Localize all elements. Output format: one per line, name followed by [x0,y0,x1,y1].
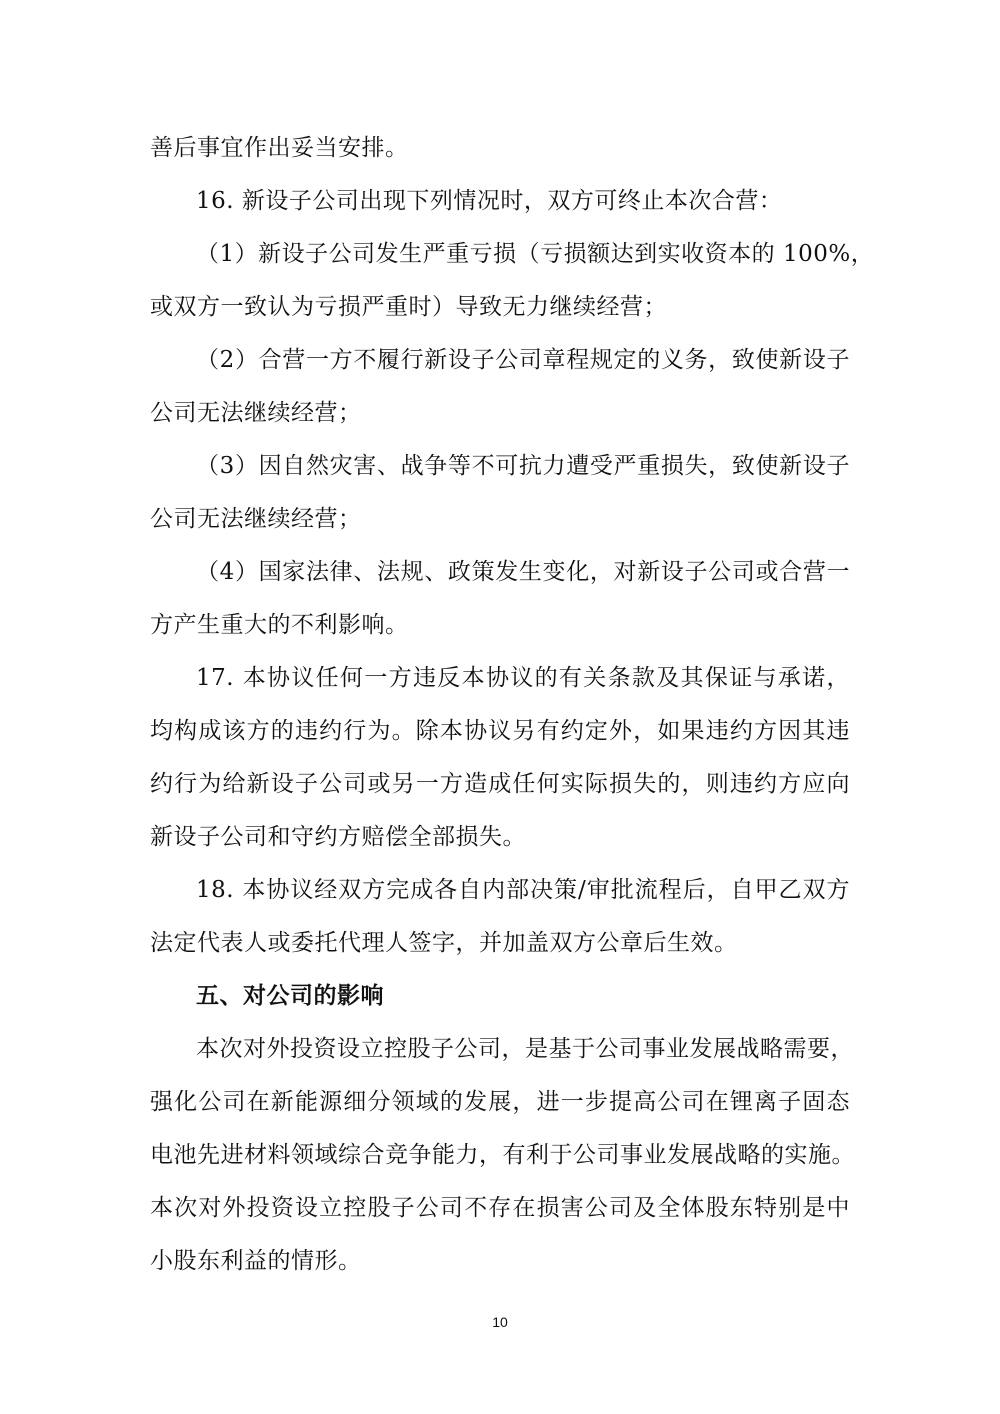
impact-paragraph-line-3: 电池先进材料领域综合竞争能力，有利于公司事业发展战略的实施。 [150,1142,855,1168]
clause-18-line-1: 18. 本协议经双方完成各自内部决策/审批流程后，自甲乙双方 [196,877,850,903]
clause-17-line-2: 均构成该方的违约行为。除本协议另有约定外，如果违约方因其违 [150,718,850,744]
impact-paragraph-line-5: 小股东利益的情形。 [150,1248,362,1274]
clause-16-item-1-line-1: （1）新设子公司发生严重亏损（亏损额达到实收资本的 100%， [196,241,875,267]
clause-16-item-3-line-1: （3）因自然灾害、战争等不可抗力遭受严重损失，致使新设子 [196,453,850,479]
page-number: 10 [492,1314,508,1330]
clause-18-line-2: 法定代表人或委托代理人签字，并加盖双方公章后生效。 [150,930,738,956]
clause-16-line: 16. 新设子公司出现下列情况时，双方可终止本次合营： [196,188,783,214]
clause-17-line-1: 17. 本协议任何一方违反本协议的有关条款及其保证与承诺， [196,665,850,691]
impact-paragraph-line-1: 本次对外投资设立控股子公司，是基于公司事业发展战略需要， [196,1036,854,1062]
clause-17-line-4: 新设子公司和守约方赔偿全部损失。 [150,824,526,850]
impact-paragraph-line-2: 强化公司在新能源细分领域的发展，进一步提高公司在锂离子固态 [150,1089,850,1115]
paragraph-continuation-line: 善后事宜作出妥当安排。 [150,135,409,161]
section-heading-impact: 五、对公司的影响 [196,983,384,1009]
clause-16-item-4-line-1: （4）国家法律、法规、政策发生变化，对新设子公司或合营一 [196,559,850,585]
clause-16-item-2-line-2: 公司无法继续经营； [150,400,362,426]
clause-16-item-3-line-2: 公司无法继续经营； [150,506,362,532]
clause-16-item-4-line-2: 方产生重大的不利影响。 [150,612,409,638]
clause-17-line-3: 约行为给新设子公司或另一方造成任何实际损失的，则违约方应向 [150,771,850,797]
impact-paragraph-line-4: 本次对外投资设立控股子公司不存在损害公司及全体股东特别是中 [150,1195,850,1221]
clause-16-item-2-line-1: （2）合营一方不履行新设子公司章程规定的义务，致使新设子 [196,347,850,373]
clause-16-item-1-line-2: 或双方一致认为亏损严重时）导致无力继续经营； [150,294,667,320]
